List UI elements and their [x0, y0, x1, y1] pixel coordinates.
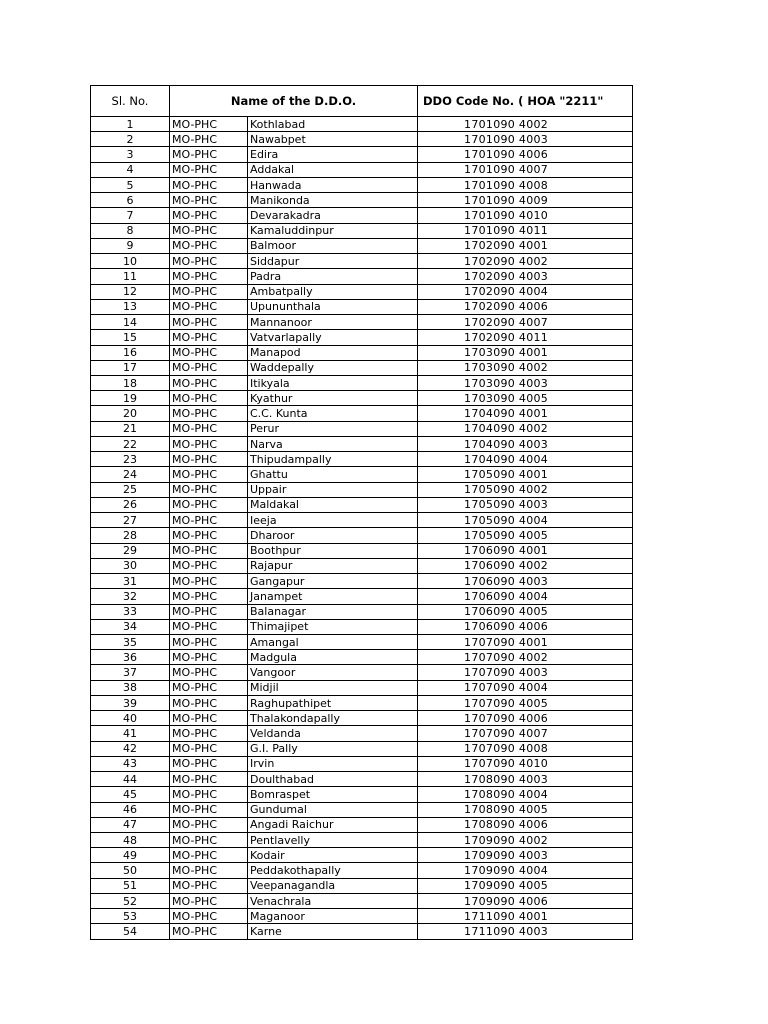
table-row [91, 665, 633, 680]
row-place-name: Gangapur [248, 574, 418, 589]
row-place-name: Narva [248, 436, 418, 451]
row-place-name: Devarakadra [248, 208, 418, 223]
row-ddo-code: 1709090 4002 [418, 833, 633, 848]
row-sl-number: 33 [91, 604, 170, 619]
row-place-name: Siddapur [248, 254, 418, 269]
row-place-name: Janampet [248, 589, 418, 604]
row-sl-number: 1 [91, 117, 170, 132]
row-designation: MO-PHC [170, 543, 248, 558]
row-ddo-code: 1706090 4005 [418, 604, 633, 619]
row-place-name: Boothpur [248, 543, 418, 558]
row-designation: MO-PHC [170, 711, 248, 726]
row-sl-number: 49 [91, 848, 170, 863]
row-ddo-code: 1704090 4002 [418, 421, 633, 436]
table-row [91, 848, 633, 863]
row-place-name: Maldakal [248, 497, 418, 512]
row-designation: MO-PHC [170, 482, 248, 497]
row-sl-number: 37 [91, 665, 170, 680]
table-row [91, 634, 633, 649]
row-ddo-code: 1707090 4005 [418, 695, 633, 710]
row-designation: MO-PHC [170, 315, 248, 330]
table-row [91, 909, 633, 924]
row-designation: MO-PHC [170, 878, 248, 893]
row-sl-number: 19 [91, 391, 170, 406]
ddo-code-table [90, 85, 633, 940]
row-designation: MO-PHC [170, 695, 248, 710]
row-place-name: Kamaluddinpur [248, 223, 418, 238]
header-ddo-code: DDO Code No. ( HOA "2211" [418, 86, 633, 117]
row-designation: MO-PHC [170, 863, 248, 878]
row-designation: MO-PHC [170, 421, 248, 436]
row-sl-number: 21 [91, 421, 170, 436]
row-designation: MO-PHC [170, 132, 248, 147]
row-designation: MO-PHC [170, 497, 248, 512]
row-sl-number: 39 [91, 695, 170, 710]
row-ddo-code: 1703090 4002 [418, 360, 633, 375]
table-row [91, 315, 633, 330]
table-row [91, 269, 633, 284]
row-place-name: Veepanagandla [248, 878, 418, 893]
row-ddo-code: 1701090 4008 [418, 177, 633, 192]
row-place-name: Vatvarlapally [248, 330, 418, 345]
row-sl-number: 15 [91, 330, 170, 345]
table-row [91, 223, 633, 238]
row-place-name: Madgula [248, 650, 418, 665]
row-designation: MO-PHC [170, 680, 248, 695]
row-ddo-code: 1707090 4003 [418, 665, 633, 680]
row-place-name: Doulthabad [248, 772, 418, 787]
row-place-name: Upununthala [248, 299, 418, 314]
row-place-name: Mannanoor [248, 315, 418, 330]
row-designation: MO-PHC [170, 330, 248, 345]
row-ddo-code: 1708090 4003 [418, 772, 633, 787]
row-ddo-code: 1707090 4007 [418, 726, 633, 741]
row-sl-number: 9 [91, 238, 170, 253]
row-ddo-code: 1705090 4004 [418, 513, 633, 528]
row-sl-number: 32 [91, 589, 170, 604]
row-designation: MO-PHC [170, 391, 248, 406]
table-row [91, 589, 633, 604]
table-body [91, 117, 633, 940]
row-place-name: Waddepally [248, 360, 418, 375]
row-place-name: Bomraspet [248, 787, 418, 802]
row-designation: MO-PHC [170, 299, 248, 314]
row-designation: MO-PHC [170, 269, 248, 284]
row-place-name: Itikyala [248, 375, 418, 390]
row-ddo-code: 1708090 4004 [418, 787, 633, 802]
row-place-name: Raghupathipet [248, 695, 418, 710]
row-place-name: Midjil [248, 680, 418, 695]
table-row [91, 528, 633, 543]
table-row [91, 680, 633, 695]
table-row [91, 467, 633, 482]
row-place-name: Addakal [248, 162, 418, 177]
row-sl-number: 51 [91, 878, 170, 893]
row-sl-number: 41 [91, 726, 170, 741]
table-row [91, 117, 633, 132]
table-row [91, 345, 633, 360]
table-row [91, 863, 633, 878]
table-row [91, 284, 633, 299]
table-row [91, 741, 633, 756]
row-designation: MO-PHC [170, 558, 248, 573]
row-designation: MO-PHC [170, 665, 248, 680]
row-place-name: G.I. Pally [248, 741, 418, 756]
row-place-name: Kodair [248, 848, 418, 863]
row-place-name: Ambatpally [248, 284, 418, 299]
row-designation: MO-PHC [170, 238, 248, 253]
row-sl-number: 42 [91, 741, 170, 756]
row-ddo-code: 1705090 4001 [418, 467, 633, 482]
row-designation: MO-PHC [170, 452, 248, 467]
row-sl-number: 24 [91, 467, 170, 482]
row-designation: MO-PHC [170, 406, 248, 421]
row-ddo-code: 1701090 4003 [418, 132, 633, 147]
row-sl-number: 7 [91, 208, 170, 223]
row-sl-number: 20 [91, 406, 170, 421]
row-ddo-code: 1709090 4003 [418, 848, 633, 863]
row-place-name: C.C. Kunta [248, 406, 418, 421]
table-row [91, 543, 633, 558]
row-sl-number: 10 [91, 254, 170, 269]
row-sl-number: 36 [91, 650, 170, 665]
row-sl-number: 44 [91, 772, 170, 787]
row-designation: MO-PHC [170, 756, 248, 771]
row-designation: MO-PHC [170, 513, 248, 528]
table-header [91, 86, 633, 117]
table-row [91, 772, 633, 787]
row-sl-number: 12 [91, 284, 170, 299]
row-ddo-code: 1701090 4007 [418, 162, 633, 177]
row-designation: MO-PHC [170, 117, 248, 132]
row-designation: MO-PHC [170, 589, 248, 604]
row-sl-number: 45 [91, 787, 170, 802]
row-designation: MO-PHC [170, 817, 248, 832]
row-place-name: Thimajipet [248, 619, 418, 634]
row-ddo-code: 1703090 4001 [418, 345, 633, 360]
table-row [91, 254, 633, 269]
row-place-name: Nawabpet [248, 132, 418, 147]
table-row [91, 574, 633, 589]
row-designation: MO-PHC [170, 345, 248, 360]
row-sl-number: 6 [91, 193, 170, 208]
row-place-name: Thalakondapally [248, 711, 418, 726]
row-designation: MO-PHC [170, 650, 248, 665]
row-sl-number: 3 [91, 147, 170, 162]
row-ddo-code: 1702090 4003 [418, 269, 633, 284]
row-ddo-code: 1707090 4001 [418, 634, 633, 649]
row-sl-number: 11 [91, 269, 170, 284]
row-sl-number: 16 [91, 345, 170, 360]
row-sl-number: 26 [91, 497, 170, 512]
row-ddo-code: 1703090 4003 [418, 375, 633, 390]
row-designation: MO-PHC [170, 833, 248, 848]
row-sl-number: 30 [91, 558, 170, 573]
row-sl-number: 50 [91, 863, 170, 878]
row-sl-number: 13 [91, 299, 170, 314]
row-ddo-code: 1707090 4008 [418, 741, 633, 756]
row-sl-number: 8 [91, 223, 170, 238]
row-designation: MO-PHC [170, 574, 248, 589]
row-designation: MO-PHC [170, 147, 248, 162]
row-designation: MO-PHC [170, 193, 248, 208]
table-row [91, 787, 633, 802]
table-row [91, 924, 633, 939]
row-designation: MO-PHC [170, 802, 248, 817]
table-row [91, 162, 633, 177]
row-ddo-code: 1711090 4001 [418, 909, 633, 924]
row-place-name: Kyathur [248, 391, 418, 406]
row-sl-number: 40 [91, 711, 170, 726]
row-designation: MO-PHC [170, 604, 248, 619]
row-designation: MO-PHC [170, 436, 248, 451]
table-row [91, 391, 633, 406]
row-ddo-code: 1704090 4004 [418, 452, 633, 467]
row-designation: MO-PHC [170, 528, 248, 543]
row-ddo-code: 1706090 4006 [418, 619, 633, 634]
table-row [91, 604, 633, 619]
table-row [91, 421, 633, 436]
row-place-name: Ghattu [248, 467, 418, 482]
table-row [91, 619, 633, 634]
table-row [91, 558, 633, 573]
row-sl-number: 48 [91, 833, 170, 848]
row-designation: MO-PHC [170, 848, 248, 863]
row-designation: MO-PHC [170, 375, 248, 390]
row-ddo-code: 1705090 4002 [418, 482, 633, 497]
row-sl-number: 18 [91, 375, 170, 390]
row-place-name: Kothlabad [248, 117, 418, 132]
row-sl-number: 29 [91, 543, 170, 558]
row-place-name: Veldanda [248, 726, 418, 741]
row-ddo-code: 1704090 4001 [418, 406, 633, 421]
row-place-name: Padra [248, 269, 418, 284]
row-ddo-code: 1705090 4003 [418, 497, 633, 512]
row-sl-number: 14 [91, 315, 170, 330]
row-sl-number: 35 [91, 634, 170, 649]
row-sl-number: 22 [91, 436, 170, 451]
table-row [91, 177, 633, 192]
row-sl-number: 4 [91, 162, 170, 177]
row-ddo-code: 1708090 4006 [418, 817, 633, 832]
row-place-name: Uppair [248, 482, 418, 497]
table-row [91, 330, 633, 345]
table-row [91, 650, 633, 665]
table-row [91, 238, 633, 253]
row-sl-number: 25 [91, 482, 170, 497]
row-ddo-code: 1701090 4010 [418, 208, 633, 223]
table-row [91, 726, 633, 741]
table-row [91, 375, 633, 390]
row-designation: MO-PHC [170, 772, 248, 787]
row-ddo-code: 1702090 4002 [418, 254, 633, 269]
row-designation: MO-PHC [170, 893, 248, 908]
row-place-name: Balanagar [248, 604, 418, 619]
table-row [91, 208, 633, 223]
row-place-name: Manikonda [248, 193, 418, 208]
row-place-name: Ieeja [248, 513, 418, 528]
row-ddo-code: 1706090 4001 [418, 543, 633, 558]
row-ddo-code: 1705090 4005 [418, 528, 633, 543]
header-row [91, 86, 633, 117]
row-ddo-code: 1709090 4006 [418, 893, 633, 908]
row-designation: MO-PHC [170, 223, 248, 238]
row-designation: MO-PHC [170, 619, 248, 634]
row-designation: MO-PHC [170, 360, 248, 375]
row-sl-number: 38 [91, 680, 170, 695]
row-designation: MO-PHC [170, 208, 248, 223]
row-place-name: Peddakothapally [248, 863, 418, 878]
row-place-name: Angadi Raichur [248, 817, 418, 832]
row-place-name: Irvin [248, 756, 418, 771]
header-sl-no: Sl. No. [91, 86, 170, 117]
row-ddo-code: 1707090 4002 [418, 650, 633, 665]
table-row [91, 147, 633, 162]
row-ddo-code: 1707090 4006 [418, 711, 633, 726]
row-sl-number: 17 [91, 360, 170, 375]
row-sl-number: 46 [91, 802, 170, 817]
row-ddo-code: 1701090 4011 [418, 223, 633, 238]
row-ddo-code: 1703090 4005 [418, 391, 633, 406]
table-row [91, 513, 633, 528]
row-place-name: Maganoor [248, 909, 418, 924]
row-place-name: Manapod [248, 345, 418, 360]
row-designation: MO-PHC [170, 162, 248, 177]
row-designation: MO-PHC [170, 634, 248, 649]
table-row [91, 299, 633, 314]
header-ddo-name: Name of the D.D.O. [170, 86, 418, 117]
row-sl-number: 52 [91, 893, 170, 908]
table-row [91, 878, 633, 893]
table-row [91, 497, 633, 512]
row-designation: MO-PHC [170, 284, 248, 299]
row-sl-number: 28 [91, 528, 170, 543]
row-place-name: Hanwada [248, 177, 418, 192]
row-designation: MO-PHC [170, 726, 248, 741]
row-sl-number: 27 [91, 513, 170, 528]
table-row [91, 756, 633, 771]
row-ddo-code: 1702090 4004 [418, 284, 633, 299]
row-sl-number: 43 [91, 756, 170, 771]
row-ddo-code: 1711090 4003 [418, 924, 633, 939]
row-place-name: Rajapur [248, 558, 418, 573]
row-place-name: Karne [248, 924, 418, 939]
table-row [91, 711, 633, 726]
row-ddo-code: 1709090 4004 [418, 863, 633, 878]
row-place-name: Vangoor [248, 665, 418, 680]
row-ddo-code: 1707090 4004 [418, 680, 633, 695]
row-ddo-code: 1701090 4006 [418, 147, 633, 162]
row-ddo-code: 1707090 4010 [418, 756, 633, 771]
row-place-name: Pentlavelly [248, 833, 418, 848]
row-designation: MO-PHC [170, 177, 248, 192]
table-row [91, 695, 633, 710]
row-sl-number: 5 [91, 177, 170, 192]
table-row [91, 482, 633, 497]
row-designation: MO-PHC [170, 254, 248, 269]
row-place-name: Amangal [248, 634, 418, 649]
row-ddo-code: 1706090 4003 [418, 574, 633, 589]
row-sl-number: 34 [91, 619, 170, 634]
row-place-name: Dharoor [248, 528, 418, 543]
row-ddo-code: 1702090 4001 [418, 238, 633, 253]
row-ddo-code: 1702090 4007 [418, 315, 633, 330]
row-ddo-code: 1706090 4002 [418, 558, 633, 573]
row-ddo-code: 1709090 4005 [418, 878, 633, 893]
row-place-name: Balmoor [248, 238, 418, 253]
row-ddo-code: 1706090 4004 [418, 589, 633, 604]
row-place-name: Thipudampally [248, 452, 418, 467]
table-row [91, 833, 633, 848]
row-ddo-code: 1704090 4003 [418, 436, 633, 451]
row-ddo-code: 1708090 4005 [418, 802, 633, 817]
row-place-name: Gundumal [248, 802, 418, 817]
row-ddo-code: 1701090 4002 [418, 117, 633, 132]
row-ddo-code: 1702090 4006 [418, 299, 633, 314]
row-sl-number: 23 [91, 452, 170, 467]
table-row [91, 360, 633, 375]
row-designation: MO-PHC [170, 924, 248, 939]
row-sl-number: 54 [91, 924, 170, 939]
row-ddo-code: 1702090 4011 [418, 330, 633, 345]
table-row [91, 893, 633, 908]
row-place-name: Edira [248, 147, 418, 162]
table-row [91, 802, 633, 817]
table-row [91, 193, 633, 208]
row-designation: MO-PHC [170, 467, 248, 482]
row-sl-number: 53 [91, 909, 170, 924]
row-designation: MO-PHC [170, 787, 248, 802]
row-sl-number: 31 [91, 574, 170, 589]
table-row [91, 436, 633, 451]
table-row [91, 406, 633, 421]
row-sl-number: 2 [91, 132, 170, 147]
table-row [91, 452, 633, 467]
row-place-name: Venachrala [248, 893, 418, 908]
table-row [91, 817, 633, 832]
row-place-name: Perur [248, 421, 418, 436]
row-ddo-code: 1701090 4009 [418, 193, 633, 208]
row-sl-number: 47 [91, 817, 170, 832]
table-row [91, 132, 633, 147]
row-designation: MO-PHC [170, 909, 248, 924]
row-designation: MO-PHC [170, 741, 248, 756]
